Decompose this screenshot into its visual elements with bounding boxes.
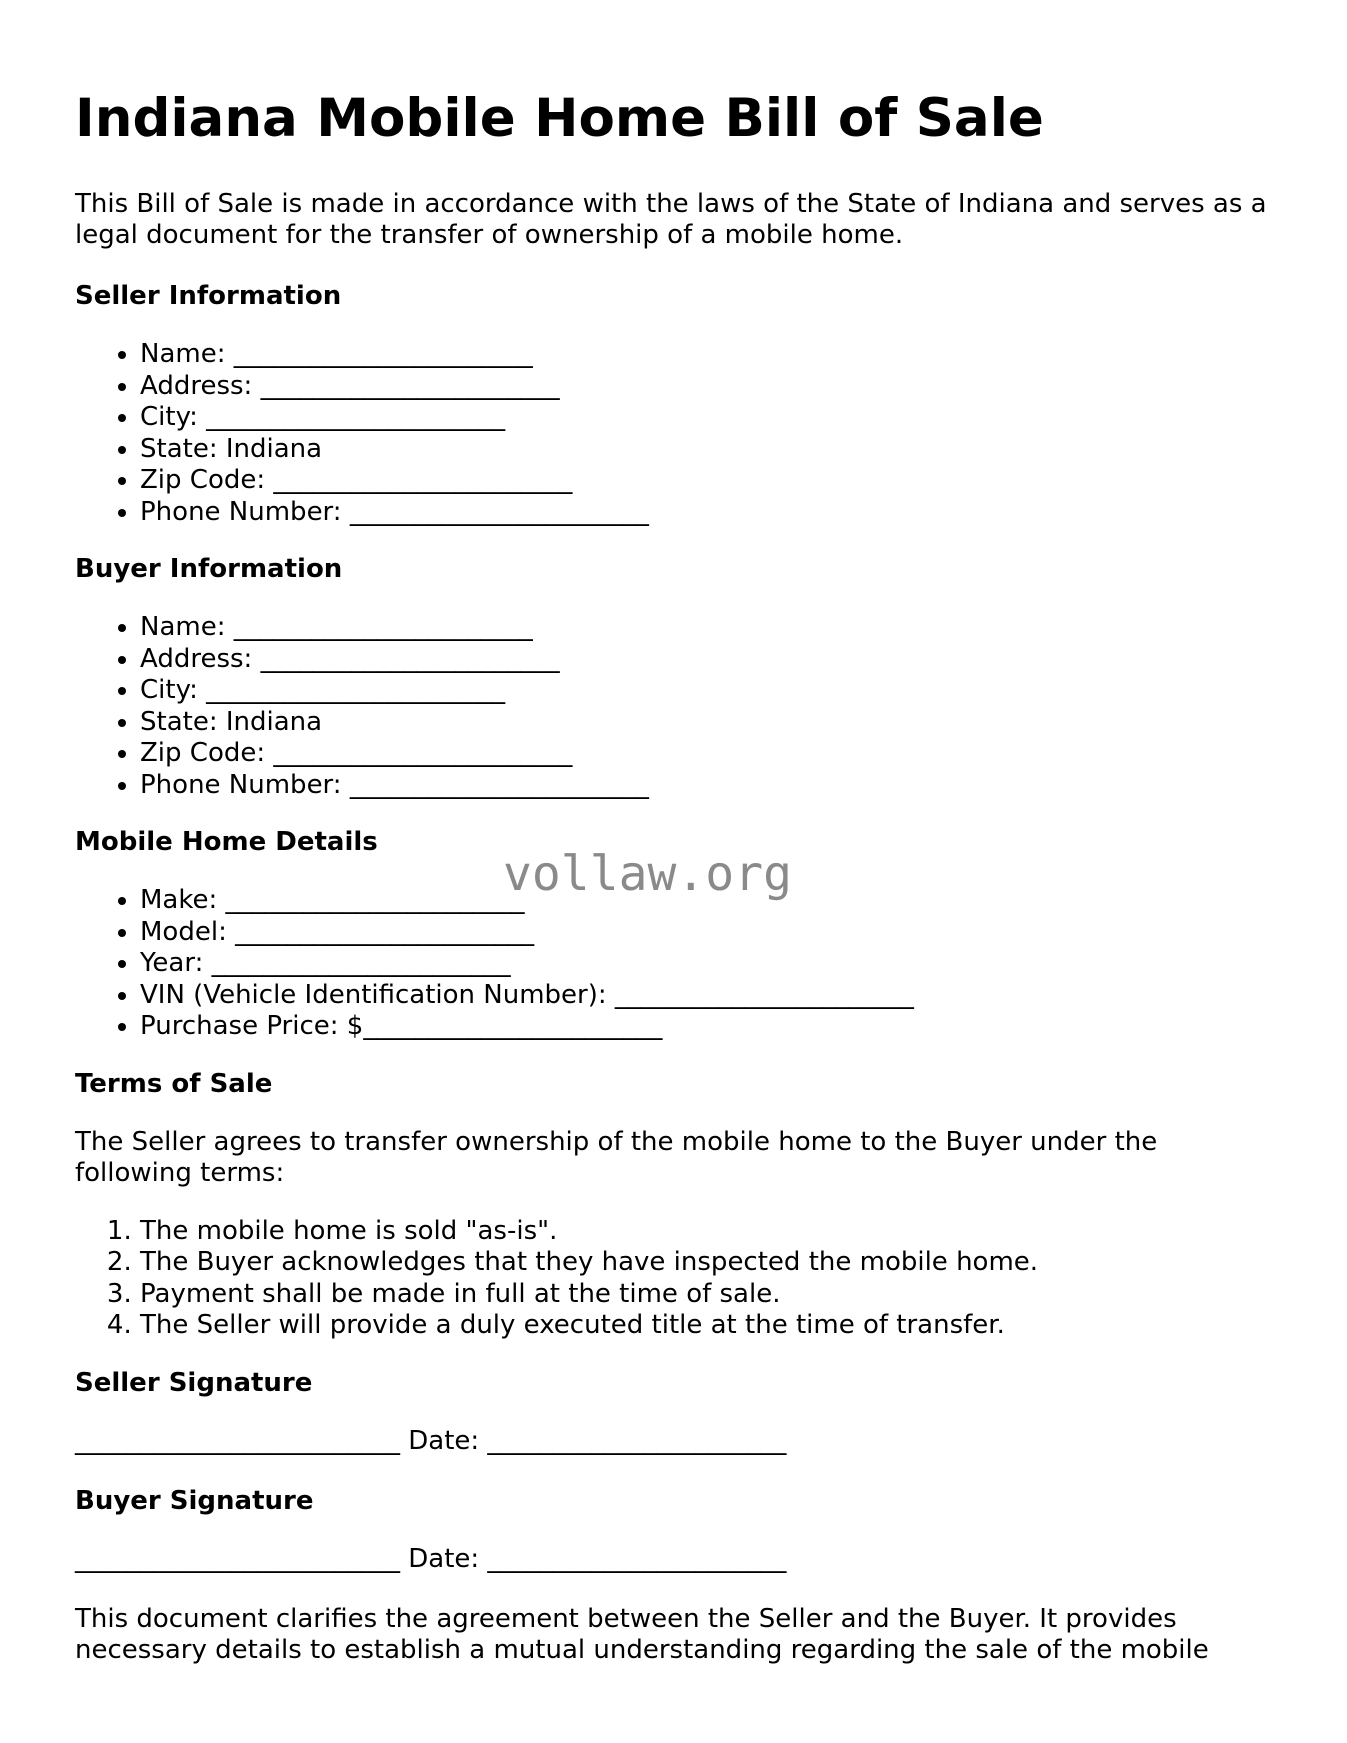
page-title: Indiana Mobile Home Bill of Sale xyxy=(75,88,1044,149)
seller-signature-heading: Seller Signature xyxy=(75,1367,313,1398)
home-vin-field: • VIN (Vehicle Identification Number): _______________________ xyxy=(140,980,1275,1012)
seller-info-heading: Seller Information xyxy=(75,281,342,311)
buyer-signature-heading: Buyer Signature xyxy=(75,1485,314,1516)
buyer-zip-field: • Zip Code: _______________________ xyxy=(140,738,1275,770)
terms-item: 3. Payment shall be made in full at the time of sale. xyxy=(140,1279,1275,1311)
seller-name-field: • Name: _______________________ xyxy=(140,339,1275,371)
terms-item: 1. The mobile home is sold "as-is". xyxy=(140,1216,1275,1248)
buyer-info-list xyxy=(75,612,1275,801)
buyer-state-field: • State: Indiana xyxy=(140,707,1275,739)
home-make-field: • Make: _______________________ xyxy=(140,885,1275,917)
watermark-text: vollaw.org xyxy=(503,846,792,902)
seller-signature-line: _________________________ Date: _______________________ xyxy=(75,1425,787,1456)
seller-address-field: • Address: _______________________ xyxy=(140,371,1275,403)
terms-item: 2. The Buyer acknowledges that they have inspected the mobile home. xyxy=(140,1247,1275,1279)
home-details-heading: Mobile Home Details xyxy=(75,827,378,857)
home-year-field: • Year: _______________________ xyxy=(140,948,1275,980)
home-model-field: • Model: _______________________ xyxy=(140,917,1275,949)
terms-item: 4. The Seller will provide a duly executed title at the time of transfer. xyxy=(140,1310,1275,1342)
seller-info-list xyxy=(75,339,1275,528)
home-details-list xyxy=(75,885,1275,1043)
buyer-name-field: • Name: _______________________ xyxy=(140,612,1275,644)
buyer-info-heading: Buyer Information xyxy=(75,554,343,584)
buyer-signature-line: _________________________ Date: _______________________ xyxy=(75,1543,787,1574)
seller-zip-field: • Zip Code: _______________________ xyxy=(140,465,1275,497)
seller-state-field: • State: Indiana xyxy=(140,434,1275,466)
terms-list xyxy=(75,1216,1275,1342)
buyer-address-field: • Address: _______________________ xyxy=(140,644,1275,676)
intro-paragraph: This Bill of Sale is made in accordance with the laws of the State of Indiana and serves as a legal document for the transfer of ownership of a mobile home. xyxy=(75,189,1267,250)
terms-intro: The Seller agrees to transfer ownership of the mobile home to the Buyer under the following terms: xyxy=(75,1126,1158,1188)
buyer-city-field: • City: _______________________ xyxy=(140,675,1275,707)
seller-phone-field: • Phone Number: _______________________ xyxy=(140,497,1275,529)
home-price-field: • Purchase Price: $_______________________ xyxy=(140,1011,1275,1043)
seller-city-field: • City: _______________________ xyxy=(140,402,1275,434)
closing-paragraph: This document clarifies the agreement between the Seller and the Buyer. It provides necessary details to establish a mutual understanding regarding the sale of the mobile xyxy=(75,1603,1209,1665)
terms-heading: Terms of Sale xyxy=(75,1068,273,1099)
buyer-phone-field: • Phone Number: _______________________ xyxy=(140,770,1275,802)
